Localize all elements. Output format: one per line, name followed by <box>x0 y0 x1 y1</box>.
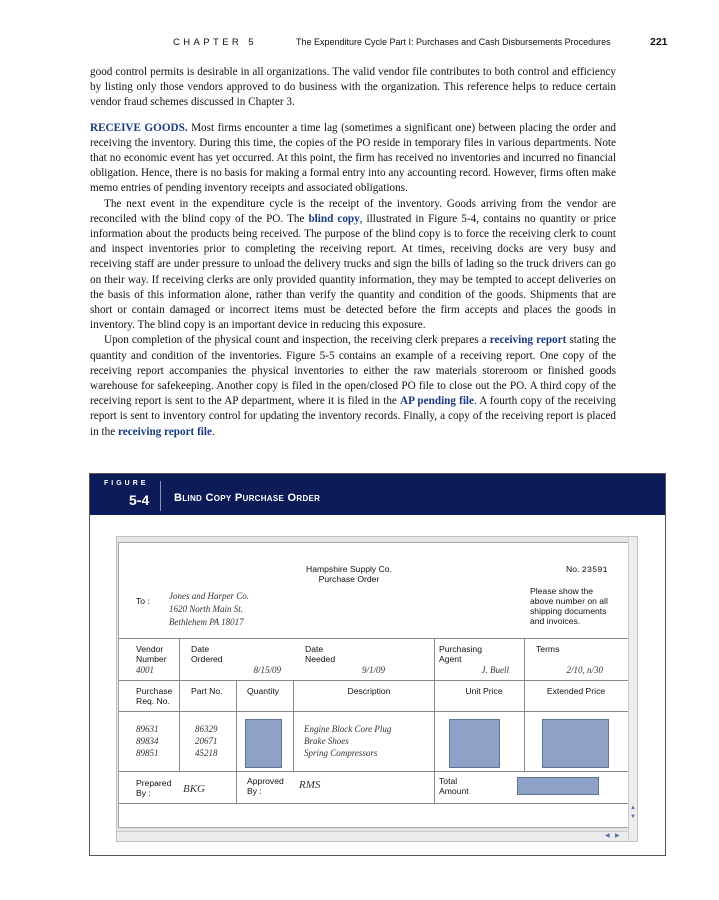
figure-header <box>90 474 665 515</box>
page-number: 221 <box>650 36 668 48</box>
horizontal-scrollbar[interactable] <box>117 831 628 841</box>
figure-divider <box>160 481 161 511</box>
vendor-number-value: 4001 <box>136 665 154 675</box>
col-extended-price: Extended Price <box>546 686 606 696</box>
prepared-by-label: Prepared By : <box>136 778 172 798</box>
paragraph-receive-goods: RECEIVE GOODS. Most firms encounter a time lag (sometimes a significant one) between placing the order and receiving the inventory. During this time, the copies of the PO reside in temporary files in various departments. Note that no economic event has yet occurred. At this point, the firm has received no inventories and incurred no financial obligation. Hence, there is no basis for making a formal entry into any accounting record. However, firms often make memo entries of pending inventory receipts and associated obligations. <box>90 121 617 195</box>
col-quantity: Quantity <box>247 686 280 696</box>
approved-by-label: Approved By : <box>247 776 284 796</box>
term-receiving-report-file: receiving report file <box>117 425 212 438</box>
purchasing-agent-label: Purchasing Agent <box>439 644 482 664</box>
scroll-right-icon[interactable]: ▶ <box>615 833 620 839</box>
running-header <box>0 37 719 51</box>
item-descriptions: Engine Block Core Plug Brake Shoes Spring Compressors <box>304 724 392 758</box>
column-rule <box>434 638 435 771</box>
unit-price-blocked-box <box>449 719 500 768</box>
extended-price-blocked-box <box>542 719 609 768</box>
total-amount-blocked-box <box>517 777 599 795</box>
vendor-address: Jones and Harper Co. 1620 North Main St. Bethlehem PA 18017 <box>169 591 249 627</box>
to-label: To : <box>136 596 150 606</box>
date-ordered-label: Date Ordered <box>191 644 223 664</box>
figure-title: Blind Copy Purchase Order <box>174 492 321 504</box>
paragraph-blind-copy: The next event in the expenditure cycle is the receipt of the inventory. Goods arriving from the vendor are reconciled with the blind copy of the PO. The blind copy, illustrated in Figure 5-4, contains no quantity or price information about the products being received. The purpose of the blind copy is to force the receiving clerk to count and inspect inventories prior to completing the receiving report. At times, receiving docks are very busy and receiving staff are under pressure to unload the delivery trucks and sign the bills of lading so the truck drivers can go on their way. If receiving clerks are only provided quantity information, they may be tempted to accept deliveries on the basis of this information alone, rather than verify the quantity and condition of the goods. Shipments that are short or contain damaged or incorrect items must be detected before the firm accepts and places the goods in inventory. The blind copy is an important device in reducing this exposure. <box>90 197 616 332</box>
terms-value: 2/10, n/30 <box>566 665 603 675</box>
scroll-up-icon[interactable]: ▲ <box>630 805 636 811</box>
divider <box>119 803 628 804</box>
column-rule <box>179 638 180 771</box>
prepared-by-value: BKG <box>183 783 205 795</box>
term-receiving-report: receiving report <box>489 334 567 347</box>
column-rule <box>434 771 435 803</box>
column-rule <box>293 680 294 771</box>
column-rule <box>524 638 525 771</box>
divider <box>119 638 628 639</box>
vendor-number-label: Vendor Number <box>136 644 167 664</box>
form-window <box>116 536 638 842</box>
chapter-label: CHAPTER 5 <box>173 37 257 48</box>
divider <box>119 711 628 712</box>
purchase-order-form <box>118 542 629 828</box>
vertical-scrollbar[interactable] <box>628 537 637 841</box>
part-numbers: 86329 20671 45218 <box>195 724 218 758</box>
quantity-blocked-box <box>245 719 282 768</box>
column-rule <box>236 771 237 803</box>
col-part-no: Part No. <box>191 686 223 696</box>
body-text <box>90 65 616 440</box>
scroll-left-icon[interactable]: ◀ <box>605 833 610 839</box>
divider <box>119 771 628 772</box>
paragraph-1: good control permits is desirable in all organizations. The valid vendor file contributes to both control and efficiency by listing only those vendors approved to do business with the organization. This reference helps to reduce certain vendor fraud schemes discussed in Chapter 3. <box>90 66 616 109</box>
notice-text: Please show the above number on all shipping documents and invoices. <box>530 586 608 626</box>
col-unit-price: Unit Price <box>465 686 503 696</box>
col-description: Description <box>347 686 391 696</box>
date-ordered-value: 8/15/09 <box>253 665 281 675</box>
col-purchase-req: Purchase Req. No. <box>136 686 173 706</box>
purchasing-agent-value: J. Buell <box>481 665 509 675</box>
req-numbers: 89631 89834 89851 <box>136 724 159 758</box>
figure-5-4 <box>89 473 666 856</box>
approved-by-value: RMS <box>299 779 321 791</box>
divider <box>119 680 628 681</box>
figure-number: 5-4 <box>129 492 150 508</box>
terms-label: Terms <box>536 644 560 654</box>
po-number: No. 23591 <box>566 564 608 575</box>
column-rule <box>236 680 237 771</box>
total-amount-label: Total Amount <box>439 776 469 796</box>
figure-label: FIGURE <box>104 480 149 487</box>
date-needed-label: Date Needed <box>305 644 336 664</box>
company-name: Hampshire Supply Co. <box>306 564 392 574</box>
date-needed-value: 9/1/09 <box>361 665 385 675</box>
term-ap-pending-file: AP pending file <box>400 395 475 408</box>
paragraph-receiving-report: Upon completion of the physical count and inspection, the receiving clerk prepares a receiving report stating the quantity and condition of the inventories. Figure 5-5 contains an example of a receiving report. One copy of the receiving report accompanies the physical inventories to either the raw materials storeroom or finished goods warehouse for safekeeping. Another copy is filed in the open/closed PO file to close out the PO. A third copy of the receiving report is sent to the AP department, where it is filed in the AP pending file. A fourth copy of the receiving report is sent to inventory control for updating the inventory records. Finally, a copy of the receiving report is placed in the receiving report file. <box>90 334 617 438</box>
chapter-title: The Expenditure Cycle Part I: Purchases and Cash Disbursements Procedures <box>296 37 611 47</box>
scroll-down-icon[interactable]: ▼ <box>630 814 636 820</box>
document-type: Purchase Order <box>318 574 380 584</box>
run-in-heading: RECEIVE GOODS. <box>90 121 188 134</box>
term-blind-copy: blind copy <box>308 212 360 225</box>
